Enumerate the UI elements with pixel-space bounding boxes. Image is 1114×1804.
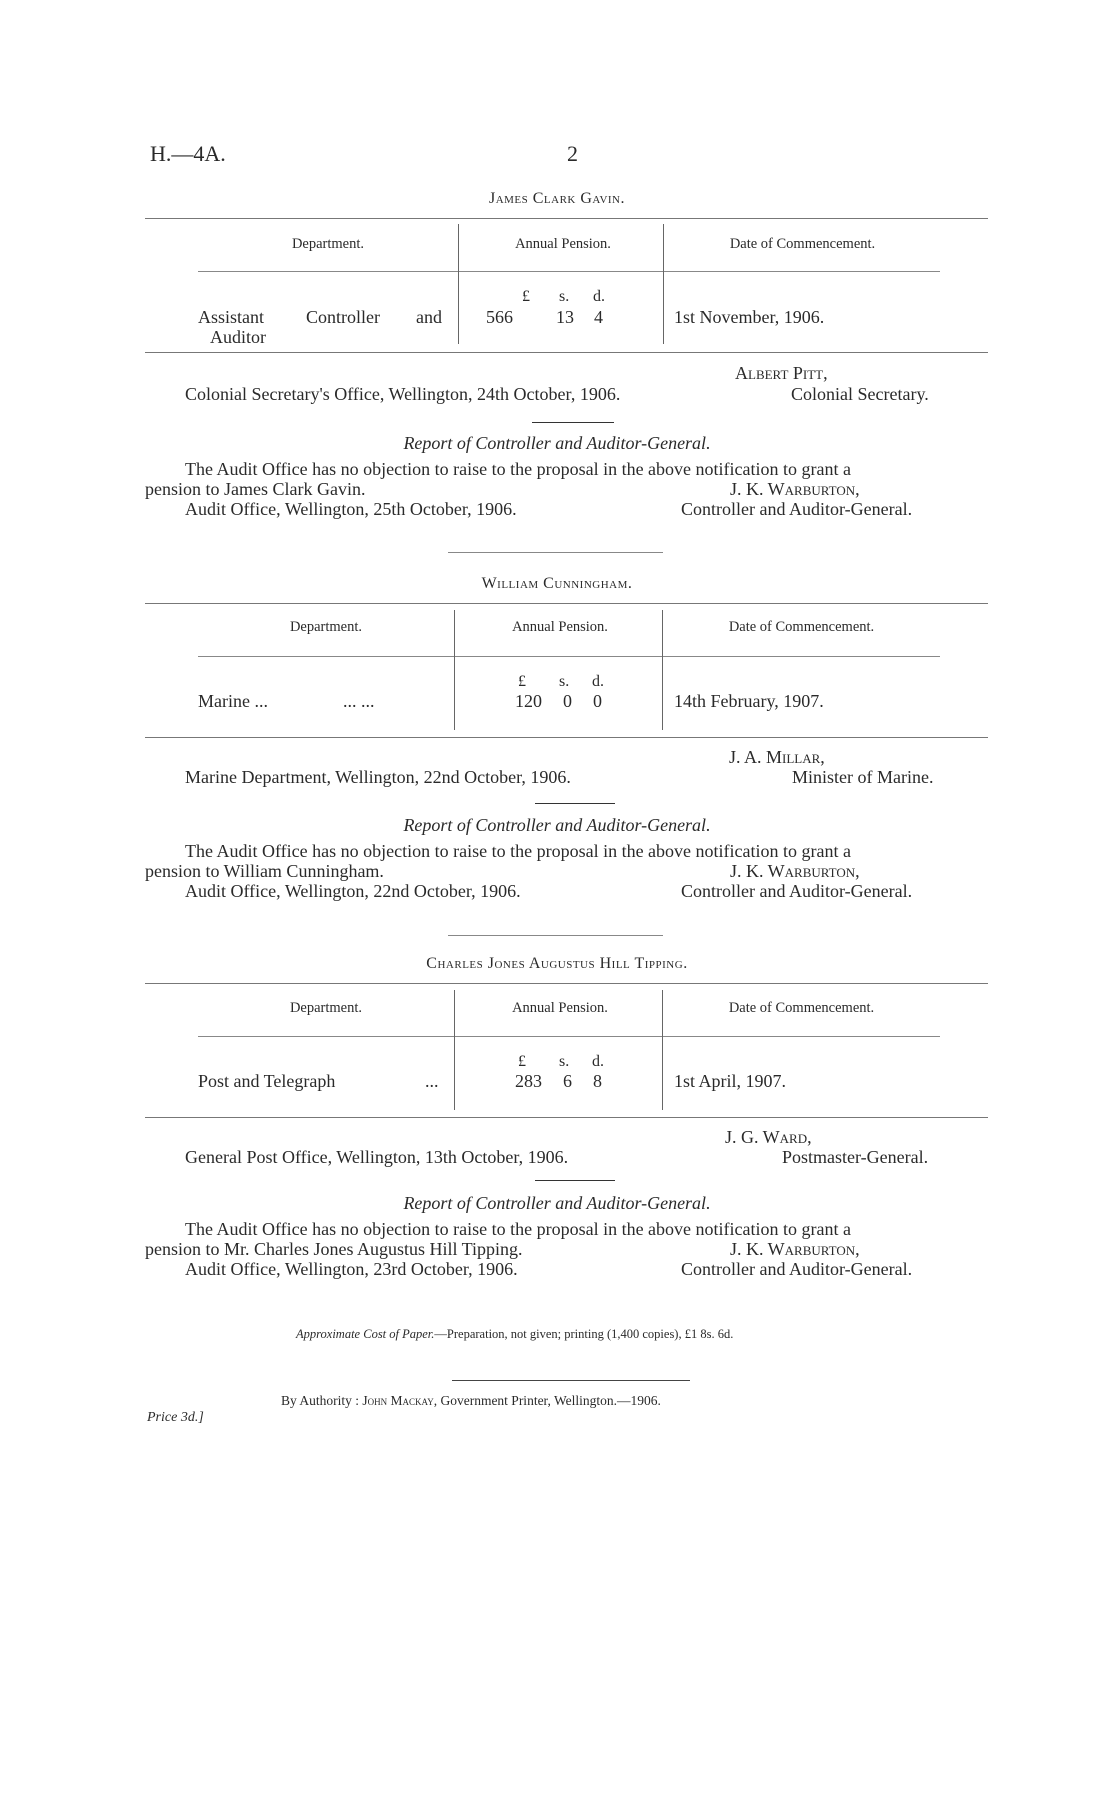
table-top-rule [145,603,988,604]
cost-label: Approximate Cost of Paper. [296,1327,435,1341]
table-top-rule [145,218,988,219]
header-date: Date of Commencement. [729,236,876,252]
pensioner-name: William Cunningham. [481,575,633,592]
pension-pounds: 283 [515,1071,542,1091]
entry-separator [448,552,663,553]
pension-shillings: 13 [556,307,574,327]
commencement-date: 1st November, 1906. [674,307,825,327]
header-department: Department. [289,1000,363,1016]
header-annual-pension: Annual Pension. [512,1000,608,1016]
department-word: Assistant [198,307,265,327]
header-date: Date of Commencement. [728,619,875,635]
pensioner-name: Charles Jones Augustus Hill Tipping. [426,955,688,972]
leader-dots: ... [425,1071,439,1091]
auditor-name: J. K. Warburton, [730,479,860,499]
auditor-name: J. K. Warburton, [730,861,860,881]
page-reference: H.—4A. [150,141,226,166]
commencement-date: 14th February, 1907. [674,691,824,711]
pension-pence: 0 [593,691,602,711]
department-word: Controller [306,307,380,327]
pension-pounds: 566 [486,307,513,327]
report-title: Report of Controller and Auditor-General. [403,433,711,453]
column-divider [662,610,663,730]
office-date-line: General Post Office, Wellington, 13th October, 1906. [185,1147,569,1167]
price: Price 3d.] [147,1410,204,1425]
pension-pence: 8 [593,1071,602,1091]
department-line: Auditor [210,327,266,347]
unit-pounds: £ [518,1053,526,1070]
report-text: The Audit Office has no objection to raise to the proposal in the above notification to grant a [185,459,851,479]
report-title: Report of Controller and Auditor-General. [403,1193,711,1213]
pension-pounds: 120 [515,691,542,711]
unit-pounds: £ [518,673,526,690]
header-department: Department. [291,236,365,252]
page-number: 2 [567,141,578,166]
signatory-title: Colonial Secretary. [791,384,929,404]
auditor-title: Controller and Auditor-General. [681,499,913,519]
report-text: pension to Mr. Charles Jones Augustus Hill Tipping. [145,1239,523,1259]
table-bottom-rule [145,352,988,353]
leader-dots: ... ... [343,691,375,711]
audit-office-date: Audit Office, Wellington, 22nd October, 1906. [185,881,521,901]
department-word: and [416,307,442,327]
header-annual-pension: Annual Pension. [515,236,611,252]
unit-pounds: £ [522,288,530,305]
unit-pence: d. [592,1053,604,1070]
column-divider [458,224,459,344]
footer-separator [452,1380,690,1381]
audit-office-date: Audit Office, Wellington, 25th October, 1906. [185,499,517,519]
report-text: pension to William Cunningham. [145,861,384,881]
header-rule [198,1036,940,1037]
column-divider [454,990,455,1110]
department-name: Post and Telegraph [198,1071,336,1091]
unit-pence: d. [593,288,605,305]
header-rule [198,271,940,272]
printer-authority [281,1393,661,1409]
entry-separator [448,935,663,936]
pension-pence: 4 [594,307,603,327]
unit-shillings: s. [559,288,570,305]
table-bottom-rule [145,1117,988,1118]
commencement-date: 1st April, 1907. [674,1071,787,1091]
section-separator [532,422,614,423]
signatory-name: J. G. Ward, [725,1127,812,1147]
department-name: Marine ... [198,691,268,711]
column-divider [663,224,664,344]
section-separator [535,1180,615,1181]
authority-rest: , Government Printer, Wellington.—1906. [433,1393,661,1408]
table-bottom-rule [145,737,988,738]
unit-shillings: s. [559,1053,570,1070]
audit-office-date: Audit Office, Wellington, 23rd October, 1906. [185,1259,518,1279]
header-rule [198,656,940,657]
signatory-name: Albert Pitt, [735,363,828,383]
pension-shillings: 6 [563,1071,572,1091]
authority-prefix: By Authority : [281,1393,360,1408]
pension-shillings: 0 [563,691,572,711]
report-text: The Audit Office has no objection to raise to the proposal in the above notification to grant a [185,1219,851,1239]
column-divider [662,990,663,1110]
signatory-name: J. A. Millar, [729,747,825,767]
unit-pence: d. [592,673,604,690]
report-text: pension to James Clark Gavin. [145,479,366,499]
report-title: Report of Controller and Auditor-General. [403,815,711,835]
auditor-title: Controller and Auditor-General. [681,881,913,901]
cost-text: —Preparation, not given; printing (1,400 copies), £1 8s. 6d. [434,1327,734,1341]
unit-shillings: s. [559,673,570,690]
header-department: Department. [289,619,363,635]
pensioner-name: James Clark Gavin. [488,190,626,207]
office-date-line: Colonial Secretary's Office, Wellington, 24th October, 1906. [185,384,621,404]
office-date-line: Marine Department, Wellington, 22nd October, 1906. [185,767,571,787]
signatory-title: Minister of Marine. [792,767,934,787]
header-date: Date of Commencement. [728,1000,875,1016]
signatory-title: Postmaster-General. [782,1147,929,1167]
column-divider [454,610,455,730]
auditor-name: J. K. Warburton, [730,1239,860,1259]
header-annual-pension: Annual Pension. [512,619,608,635]
auditor-title: Controller and Auditor-General. [681,1259,913,1279]
table-top-rule [145,983,988,984]
section-separator [535,803,615,804]
cost-of-paper-note [296,1327,733,1342]
report-text: The Audit Office has no objection to raise to the proposal in the above notification to grant a [185,841,851,861]
printer-name: John Mackay [362,1393,434,1408]
